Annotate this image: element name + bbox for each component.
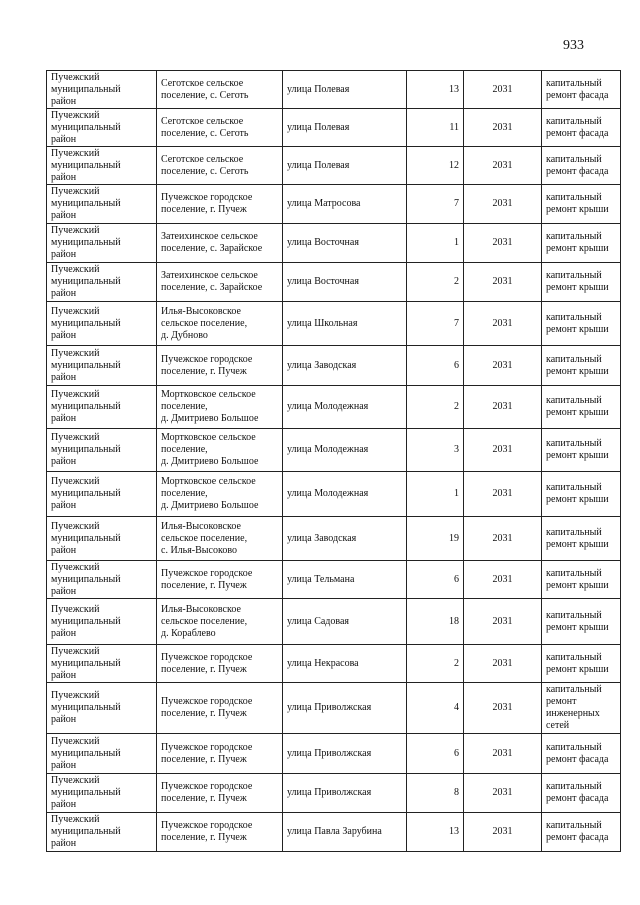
settlement-cell-line: Пучежское городское <box>161 567 253 579</box>
settlement-cell-line: Мортковское сельское <box>161 476 256 487</box>
district-cell-line: Пучежский <box>51 603 100 615</box>
work-type-cell-line: ремонт <box>546 696 577 707</box>
street-cell: улица Молодежная <box>283 386 407 429</box>
work-type-cell <box>542 774 621 813</box>
work-type-cell-line: капитальный <box>546 482 602 493</box>
table-row <box>47 645 621 683</box>
work-type-cell-line: капитальный <box>546 353 602 365</box>
work-type-cell <box>542 561 621 599</box>
settlement-cell-line: Пучежское городское <box>161 696 253 707</box>
district-cell <box>47 734 157 774</box>
district-cell-line: Пучежский <box>51 735 100 747</box>
settlement-cell-line: поселение, г. Пучеж <box>161 365 247 377</box>
work-type-cell-line: ремонт крыши <box>546 663 609 675</box>
settlement-cell-line: Сеготское сельское <box>161 77 244 89</box>
settlement-cell-line: д. Дмитриево Большое <box>161 500 259 511</box>
district-cell-line: Пучежский <box>51 389 100 400</box>
work-type-cell-line: капитальный <box>546 153 602 165</box>
work-type-cell <box>542 429 621 472</box>
settlement-cell-line: д. Дубново <box>161 329 208 341</box>
district-cell-line: муниципальный <box>51 237 121 248</box>
street-cell: улица Приволжская <box>283 734 407 774</box>
district-cell-line: район <box>51 759 77 771</box>
district-cell-line: Пучежский <box>51 775 100 786</box>
settlement-cell-line: поселение, г. Пучеж <box>161 832 247 843</box>
district-cell-line: Пучежский <box>51 347 100 359</box>
settlement-cell-line: поселение, с. Зарайское <box>161 282 263 293</box>
settlement-cell-line: с. Илья-Высоково <box>161 544 237 556</box>
work-type-cell <box>542 147 621 185</box>
street-cell: улица Полевая <box>283 109 407 147</box>
district-cell <box>47 561 157 599</box>
work-type-cell-line: ремонт фасада <box>546 165 609 177</box>
settlement-cell-line: Илья-Высоковское <box>161 305 241 317</box>
repair-schedule-table <box>46 70 621 852</box>
house-number-cell: 2 <box>407 386 464 429</box>
house-number-cell: 3 <box>407 429 464 472</box>
work-type-cell <box>542 263 621 302</box>
district-cell-line: Пучежский <box>51 71 100 83</box>
table-row <box>47 109 621 147</box>
district-cell <box>47 71 157 109</box>
district-cell-line: Пучежский <box>51 186 100 197</box>
settlement-cell-line: поселение, с. Сеготь <box>161 89 249 101</box>
year-cell: 2031 <box>464 71 542 109</box>
work-type-cell-line: ремонт крыши <box>546 407 609 418</box>
house-number-cell: 1 <box>407 472 464 517</box>
street-cell: улица Приволжская <box>283 683 407 734</box>
street-cell: улица Садовая <box>283 599 407 645</box>
district-cell-line: муниципальный <box>51 702 121 713</box>
work-type-cell-line: капитальный <box>546 438 602 449</box>
settlement-cell-line: поселение, г. Пучеж <box>161 204 247 215</box>
table-body <box>47 71 621 852</box>
settlement-cell-line: Мортковское сельское <box>161 432 256 443</box>
year-cell: 2031 <box>464 429 542 472</box>
settlement-cell-line: поселение, г. Пучеж <box>161 753 247 765</box>
settlement-cell <box>157 813 283 852</box>
settlement-cell <box>157 429 283 472</box>
district-cell-line: Пучежский <box>51 432 100 443</box>
district-cell-line: муниципальный <box>51 317 121 329</box>
work-type-cell <box>542 599 621 645</box>
house-number-cell: 1 <box>407 224 464 263</box>
settlement-cell-line: д. Кораблево <box>161 627 216 639</box>
settlement-cell-line: поселение, <box>161 444 208 455</box>
settlement-cell <box>157 734 283 774</box>
district-cell-line: муниципальный <box>51 83 121 95</box>
district-cell-line: муниципальный <box>51 488 121 499</box>
settlement-cell <box>157 147 283 185</box>
work-type-cell-line: ремонт крыши <box>546 282 609 293</box>
district-cell-line: Пучежский <box>51 520 100 532</box>
work-type-cell-line: ремонт крыши <box>546 323 609 335</box>
street-cell: улица Некрасова <box>283 645 407 683</box>
work-type-cell-line: ремонт крыши <box>546 621 609 633</box>
district-cell <box>47 109 157 147</box>
district-cell-line: Пучежский <box>51 109 100 121</box>
work-type-cell-line: ремонт фасада <box>546 832 609 843</box>
district-cell <box>47 147 157 185</box>
district-cell <box>47 599 157 645</box>
district-cell-line: район <box>51 669 77 681</box>
settlement-cell <box>157 561 283 599</box>
district-cell <box>47 774 157 813</box>
district-cell <box>47 185 157 224</box>
district-cell <box>47 386 157 429</box>
street-cell: улица Павла Зарубина <box>283 813 407 852</box>
year-cell: 2031 <box>464 302 542 346</box>
work-type-cell <box>542 645 621 683</box>
district-cell-line: район <box>51 288 77 299</box>
settlement-cell-line: д. Дмитриево Большое <box>161 456 259 467</box>
work-type-cell-line: капитальный <box>546 820 602 831</box>
year-cell: 2031 <box>464 517 542 561</box>
settlement-cell-line: поселение, г. Пучеж <box>161 579 247 591</box>
settlement-cell <box>157 472 283 517</box>
house-number-cell: 19 <box>407 517 464 561</box>
settlement-cell-line: поселение, г. Пучеж <box>161 793 247 804</box>
year-cell: 2031 <box>464 813 542 852</box>
work-type-cell-line: ремонт крыши <box>546 204 609 215</box>
settlement-cell-line: поселение, с. Сеготь <box>161 165 249 177</box>
district-cell-line: район <box>51 329 77 341</box>
settlement-cell-line: Пучежское городское <box>161 781 253 792</box>
house-number-cell: 18 <box>407 599 464 645</box>
year-cell: 2031 <box>464 774 542 813</box>
table-row <box>47 774 621 813</box>
street-cell: улица Полевая <box>283 147 407 185</box>
work-type-cell <box>542 813 621 852</box>
work-type-cell-line: ремонт крыши <box>546 365 609 377</box>
district-cell <box>47 472 157 517</box>
settlement-cell <box>157 683 283 734</box>
district-cell-line: Пучежский <box>51 561 100 573</box>
settlement-cell <box>157 517 283 561</box>
table-row <box>47 346 621 386</box>
street-cell: улица Тельмана <box>283 561 407 599</box>
table-row <box>47 517 621 561</box>
district-cell-line: Пучежский <box>51 690 100 701</box>
settlement-cell-line: Пучежское городское <box>161 353 253 365</box>
settlement-cell <box>157 645 283 683</box>
work-type-cell <box>542 386 621 429</box>
page-number: 933 <box>563 38 584 53</box>
settlement-cell <box>157 386 283 429</box>
district-cell-line: муниципальный <box>51 276 121 287</box>
table-row <box>47 185 621 224</box>
work-type-cell-line: капитальный <box>546 651 602 663</box>
work-type-cell-line: инженерных <box>546 708 600 719</box>
settlement-cell-line: Пучежское городское <box>161 651 253 663</box>
work-type-cell-line: капитальный <box>546 115 602 127</box>
street-cell: улица Молодежная <box>283 472 407 517</box>
year-cell: 2031 <box>464 109 542 147</box>
work-type-cell-line: ремонт крыши <box>546 579 609 591</box>
work-type-cell <box>542 71 621 109</box>
table-row <box>47 599 621 645</box>
settlement-cell-line: сельское поселение, <box>161 532 248 544</box>
work-type-cell-line: капитальный <box>546 192 602 203</box>
house-number-cell: 4 <box>407 683 464 734</box>
district-cell <box>47 645 157 683</box>
house-number-cell: 12 <box>407 147 464 185</box>
settlement-cell-line: Затеихинское сельское <box>161 270 258 281</box>
district-cell <box>47 224 157 263</box>
work-type-cell <box>542 224 621 263</box>
work-type-cell-line: капитальный <box>546 684 602 695</box>
work-type-cell-line: ремонт фасада <box>546 753 609 765</box>
district-cell-line: Пучежский <box>51 264 100 275</box>
district-cell-line: муниципальный <box>51 573 121 585</box>
district-cell-line: район <box>51 95 77 107</box>
district-cell-line: муниципальный <box>51 787 121 798</box>
settlement-cell-line: Сеготское сельское <box>161 115 244 127</box>
year-cell: 2031 <box>464 224 542 263</box>
district-cell-line: Пучежский <box>51 814 100 825</box>
work-type-cell <box>542 346 621 386</box>
district-cell-line: район <box>51 456 77 467</box>
district-cell <box>47 302 157 346</box>
district-cell-line: муниципальный <box>51 826 121 837</box>
house-number-cell: 6 <box>407 734 464 774</box>
district-cell-line: район <box>51 133 77 145</box>
settlement-cell-line: Сеготское сельское <box>161 153 244 165</box>
district-cell-line: муниципальный <box>51 657 121 669</box>
work-type-cell-line: капитальный <box>546 231 602 242</box>
street-cell: улица Полевая <box>283 71 407 109</box>
table-row <box>47 429 621 472</box>
settlement-cell-line: Пучежское городское <box>161 820 253 831</box>
settlement-cell <box>157 71 283 109</box>
year-cell: 2031 <box>464 683 542 734</box>
street-cell: улица Восточная <box>283 224 407 263</box>
work-type-cell <box>542 109 621 147</box>
settlement-cell-line: Пучежское городское <box>161 741 253 753</box>
district-cell-line: район <box>51 838 77 849</box>
work-type-cell-line: капитальный <box>546 395 602 406</box>
work-type-cell-line: ремонт фасада <box>546 127 609 139</box>
district-cell <box>47 429 157 472</box>
settlement-cell-line: Илья-Высоковское <box>161 603 241 615</box>
district-cell-line: муниципальный <box>51 198 121 209</box>
table-row <box>47 147 621 185</box>
work-type-cell-line: ремонт крыши <box>546 494 609 505</box>
work-type-cell-line: ремонт крыши <box>546 538 609 550</box>
house-number-cell: 6 <box>407 561 464 599</box>
settlement-cell <box>157 263 283 302</box>
district-cell-line: район <box>51 171 77 183</box>
table-row <box>47 813 621 852</box>
year-cell: 2031 <box>464 645 542 683</box>
settlement-cell-line: Мортковское сельское <box>161 389 256 400</box>
settlement-cell-line: поселение, <box>161 401 208 412</box>
table-row <box>47 302 621 346</box>
work-type-cell-line: капитальный <box>546 609 602 621</box>
district-cell-line: Пучежский <box>51 645 100 657</box>
district-cell-line: район <box>51 544 77 556</box>
house-number-cell: 13 <box>407 813 464 852</box>
district-cell <box>47 517 157 561</box>
district-cell-line: район <box>51 585 77 597</box>
street-cell: улица Заводская <box>283 517 407 561</box>
settlement-cell-line: поселение, г. Пучеж <box>161 663 247 675</box>
settlement-cell <box>157 774 283 813</box>
district-cell-line: район <box>51 500 77 511</box>
district-cell-line: район <box>51 714 77 725</box>
district-cell <box>47 346 157 386</box>
settlement-cell-line: д. Дмитриево Большое <box>161 413 259 424</box>
district-cell <box>47 263 157 302</box>
settlement-cell-line: Пучежское городское <box>161 192 253 203</box>
settlement-cell-line: поселение, с. Сеготь <box>161 127 249 139</box>
settlement-cell-line: Илья-Высоковское <box>161 520 241 532</box>
house-number-cell: 2 <box>407 645 464 683</box>
table-row <box>47 386 621 429</box>
district-cell-line: муниципальный <box>51 159 121 171</box>
year-cell: 2031 <box>464 599 542 645</box>
settlement-cell-line: сельское поселение, <box>161 317 248 329</box>
house-number-cell: 13 <box>407 71 464 109</box>
district-cell-line: муниципальный <box>51 747 121 759</box>
table-row <box>47 263 621 302</box>
table-row <box>47 683 621 734</box>
settlement-cell-line: Затеихинское сельское <box>161 231 258 242</box>
work-type-cell <box>542 302 621 346</box>
table-row <box>47 561 621 599</box>
work-type-cell-line: капитальный <box>546 526 602 538</box>
district-cell <box>47 683 157 734</box>
district-cell-line: Пучежский <box>51 476 100 487</box>
district-cell-line: муниципальный <box>51 401 121 412</box>
work-type-cell-line: ремонт крыши <box>546 450 609 461</box>
work-type-cell-line: ремонт фасада <box>546 793 609 804</box>
settlement-cell <box>157 185 283 224</box>
work-type-cell-line: капитальный <box>546 270 602 281</box>
settlement-cell-line: поселение, г. Пучеж <box>161 708 247 719</box>
district-cell-line: район <box>51 413 77 424</box>
year-cell: 2031 <box>464 734 542 774</box>
house-number-cell: 8 <box>407 774 464 813</box>
year-cell: 2031 <box>464 386 542 429</box>
district-cell-line: Пучежский <box>51 305 100 317</box>
street-cell: улица Заводская <box>283 346 407 386</box>
street-cell: улица Приволжская <box>283 774 407 813</box>
settlement-cell <box>157 224 283 263</box>
table-row <box>47 734 621 774</box>
district-cell-line: Пучежский <box>51 147 100 159</box>
table-row <box>47 71 621 109</box>
year-cell: 2031 <box>464 561 542 599</box>
district-cell-line: район <box>51 371 77 383</box>
work-type-cell <box>542 517 621 561</box>
year-cell: 2031 <box>464 185 542 224</box>
work-type-cell-line: капитальный <box>546 311 602 323</box>
street-cell: улица Школьная <box>283 302 407 346</box>
district-cell-line: муниципальный <box>51 121 121 133</box>
district-cell-line: муниципальный <box>51 444 121 455</box>
house-number-cell: 6 <box>407 346 464 386</box>
settlement-cell <box>157 302 283 346</box>
district-cell-line: район <box>51 627 77 639</box>
street-cell: улица Матросова <box>283 185 407 224</box>
house-number-cell: 7 <box>407 185 464 224</box>
table-row <box>47 472 621 517</box>
district-cell-line: район <box>51 210 77 221</box>
house-number-cell: 11 <box>407 109 464 147</box>
settlement-cell <box>157 346 283 386</box>
street-cell: улица Восточная <box>283 263 407 302</box>
district-cell-line: муниципальный <box>51 615 121 627</box>
work-type-cell-line: сетей <box>546 720 570 731</box>
work-type-cell <box>542 472 621 517</box>
year-cell: 2031 <box>464 263 542 302</box>
work-type-cell <box>542 683 621 734</box>
work-type-cell-line: капитальный <box>546 741 602 753</box>
district-cell-line: Пучежский <box>51 225 100 236</box>
district-cell-line: муниципальный <box>51 359 121 371</box>
table-row <box>47 224 621 263</box>
work-type-cell-line: капитальный <box>546 77 602 89</box>
settlement-cell-line: сельское поселение, <box>161 615 248 627</box>
settlement-cell <box>157 599 283 645</box>
district-cell-line: район <box>51 249 77 260</box>
work-type-cell-line: ремонт фасада <box>546 89 609 101</box>
year-cell: 2031 <box>464 346 542 386</box>
house-number-cell: 7 <box>407 302 464 346</box>
work-type-cell-line: капитальный <box>546 567 602 579</box>
work-type-cell <box>542 185 621 224</box>
year-cell: 2031 <box>464 472 542 517</box>
settlement-cell-line: поселение, с. Зарайское <box>161 243 263 254</box>
house-number-cell: 2 <box>407 263 464 302</box>
work-type-cell-line: ремонт крыши <box>546 243 609 254</box>
district-cell-line: район <box>51 799 77 810</box>
settlement-cell-line: поселение, <box>161 488 208 499</box>
work-type-cell <box>542 734 621 774</box>
street-cell: улица Молодежная <box>283 429 407 472</box>
district-cell <box>47 813 157 852</box>
district-cell-line: муниципальный <box>51 532 121 544</box>
settlement-cell <box>157 109 283 147</box>
work-type-cell-line: капитальный <box>546 781 602 792</box>
year-cell: 2031 <box>464 147 542 185</box>
